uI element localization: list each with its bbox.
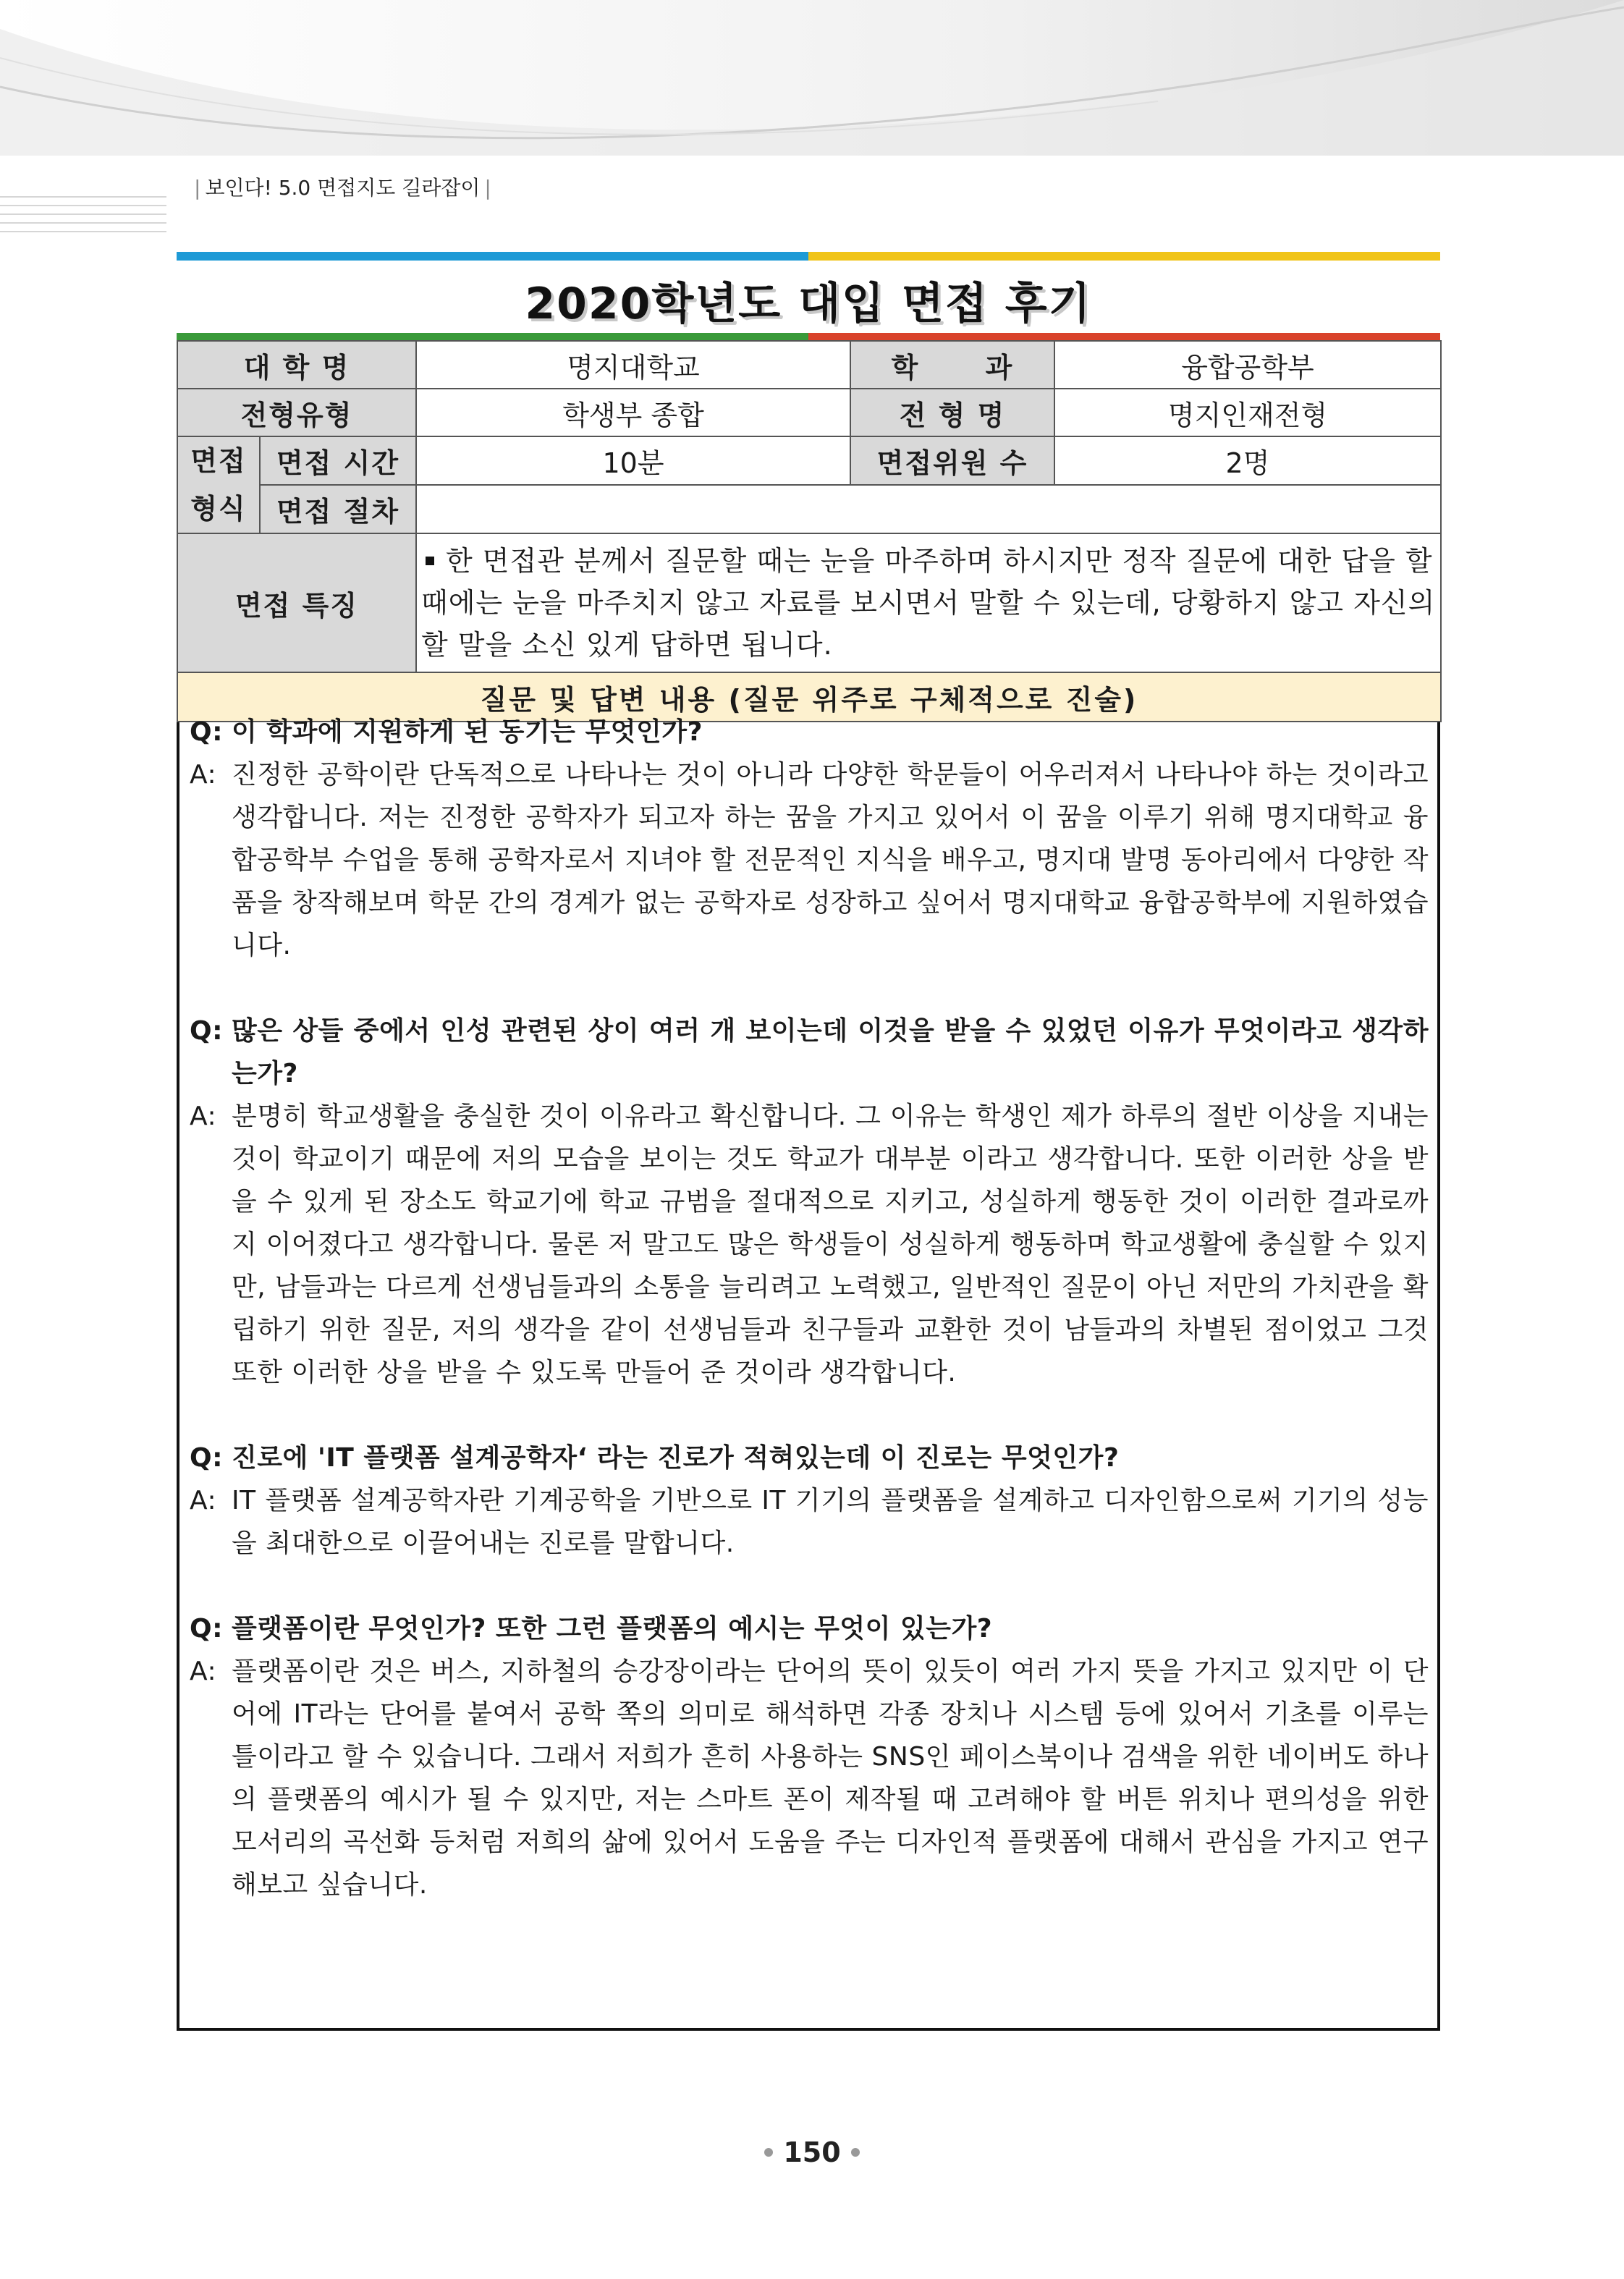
answer-text: 분명히 학교생활을 충실한 것이 이유라고 확신합니다. 그 이유는 학생인 제가 하루의 절반 이상을 지내는 것이 학교이기 때문에 저의 모습을 보이는 것도 학교가 대부분 이라고 생각합니다. 또한 이러한 상을 받을 수 있게 된 장소도 학교기에 학교 규범을 절대적으로 지키고, 성실하게 행동한 것이 이러한 결과로까지 이어졌다고 생각합니다. 물론 저 말고도 많은 학생들이 성실하게 행동하며 학교생활에 충실할 수 있지만, 남들과는 다르게 선생님들과의 소통을 늘리려고 노력했고, 일반적인 질문이 아닌 저만의 가치관을 확립하기 위한 질문, 저의 생각을 같이 선생님들과 친구들과 교환한 것이 남들과의 차별된 점이었고 그것 또한 이러한 상을 받을 수 있도록 만들어 준 것이라 생각합니다.	[232, 1102, 1429, 1387]
spacer	[190, 1565, 1429, 1607]
question-text: 진로에 'IT 플랫폼 설계공학자‘ 라는 진로가 적혀있는데 이 진로는 무엇인가?	[232, 1443, 1120, 1473]
divider: |	[194, 176, 201, 200]
answer-tag: A:	[190, 1657, 217, 1686]
question	[190, 1607, 1429, 1650]
answer	[190, 1479, 1429, 1565]
admission-type-label: 전형유형	[177, 389, 416, 436]
form-label-line1: 면접	[190, 445, 247, 477]
dot-icon	[764, 2148, 773, 2157]
univ-value: 명지대학교	[416, 341, 850, 389]
admission-name-label: 전 형 명	[850, 389, 1054, 436]
time-value: 10분	[416, 436, 850, 485]
answer	[190, 753, 1429, 967]
question-tag: Q:	[190, 1016, 223, 1046]
answer-tag: A:	[190, 1486, 217, 1515]
answer-text: 플랫폼이란 것은 버스, 지하철의 승강장이라는 단어의 뜻이 있듯이 여러 가지 뜻을 가지고 있지만 이 단어에 IT라는 단어를 붙여서 공학 쪽의 의미로 해석하면 각종 장치나 시스템 등에 있어서 기초를 이루는 틀이라고 할 수 있습니다. 그래서 저희가 흔히 사용하는 SNS인 페이스북이나 검색을 위한 네이버도 하나의 플랫폼의 예시가 될 수 있지만, 저는 스마트 폰이 제작될 때 고려해야 할 버튼 위치나 편의성을 위한 모서리의 곡선화 등처럼 저희의 삶에 있어서 도움을 주는 디자인적 플랫폼에 대해서 관심을 가지고 연구해보고 싶습니다.	[232, 1657, 1429, 1900]
question	[190, 1010, 1429, 1095]
question	[190, 711, 1429, 753]
answer-text: IT 플랫폼 설계공학자란 기계공학을 기반으로 IT 기기의 플랫폼을 설계하고 디자인함으로써 기기의 성능을 최대한으로 이끌어내는 진로를 말합니다.	[232, 1486, 1429, 1558]
answer-tag: A:	[190, 1102, 217, 1131]
qa-section	[190, 711, 1429, 1906]
bullet-icon	[426, 557, 434, 565]
answer	[190, 1650, 1429, 1906]
univ-label: 대 학 명	[177, 341, 416, 389]
question-text: 많은 상들 중에서 인성 관련된 상이 여러 개 보이는데 이것을 받을 수 있었던 이유가 무엇이라고 생각하는가?	[232, 1016, 1429, 1088]
answer-text: 진정한 공학이란 단독적으로 나타나는 것이 아니라 다양한 학문들이 어우러져서 나타나야 하는 것이라고 생각합니다. 저는 진정한 공학자가 되고자 하는 꿈을 가지고 있어서 이 꿈을 이루기 위해 명지대학교 융합공학부 수업을 통해 공학자로서 지녀야 할 전문적인 지식을 배우고, 명지대 발명 동아리에서 다양한 작품을 창작해보며 학문 간의 경계가 없는 공학자로 성장하고 싶어서 명지대학교 융합공학부에 지원하였습니다.	[232, 760, 1429, 960]
admission-name-value: 명지인재전형	[1054, 389, 1441, 436]
color-bar-yellow	[808, 252, 1440, 261]
dept-label: 학 과	[850, 341, 1054, 389]
question-tag: Q:	[190, 1443, 223, 1473]
header-decoration	[0, 0, 1624, 239]
color-bar-green	[177, 333, 808, 340]
page-number-text: 150	[783, 2136, 841, 2168]
feature-cell	[416, 533, 1441, 672]
admission-type-value: 학생부 종합	[416, 389, 850, 436]
form-label	[177, 436, 260, 533]
feature-label: 면접 특징	[177, 533, 416, 672]
procedure-value	[416, 485, 1441, 533]
question-text: 플랫폼이란 무엇인가? 또한 그런 플랫폼의 예시는 무엇이 있는가?	[232, 1614, 993, 1644]
dot-icon	[851, 2148, 860, 2157]
color-bar-blue	[177, 252, 808, 261]
answer	[190, 1095, 1429, 1394]
qa-header: 질문 및 답변 내용 (질문 위주로 구체적으로 진술)	[177, 672, 1441, 722]
divider: |	[484, 176, 491, 200]
color-bar-red	[808, 333, 1440, 340]
procedure-label: 면접 절차	[260, 485, 416, 533]
question	[190, 1437, 1429, 1479]
feature-text: 한 면접관 분께서 질문할 때는 눈을 마주하며 하시지만 정작 질문에 대한 답을 할 때에는 눈을 마주치지 않고 자료를 보시면서 말할 수 있는데, 당황하지 않고 자신의 할 말을 소신 있게 답하면 됩니다.	[421, 545, 1436, 661]
spacer	[190, 967, 1429, 1010]
page-title: 2020학년도 대입 면접 후기	[525, 279, 1092, 329]
dept-value: 융합공학부	[1054, 341, 1441, 389]
color-bar-bottom	[177, 333, 1440, 340]
spacer	[190, 1394, 1429, 1437]
panel-value: 2명	[1054, 436, 1441, 485]
question-tag: Q:	[190, 717, 223, 747]
page-number	[0, 2136, 1624, 2168]
running-head-text: 보인다! 5.0 면접지도 길라잡이	[205, 176, 481, 200]
form-label-line2: 형식	[190, 493, 247, 525]
time-label: 면접 시간	[260, 436, 416, 485]
color-bar-top	[177, 252, 1440, 261]
question-tag: Q:	[190, 1614, 223, 1644]
answer-tag: A:	[190, 760, 217, 790]
question-text: 이 학과에 지원하게 된 동기는 무엇인가?	[232, 717, 703, 747]
panel-label: 면접위원 수	[850, 436, 1054, 485]
interview-info-table	[177, 340, 1442, 722]
running-head	[190, 172, 496, 201]
